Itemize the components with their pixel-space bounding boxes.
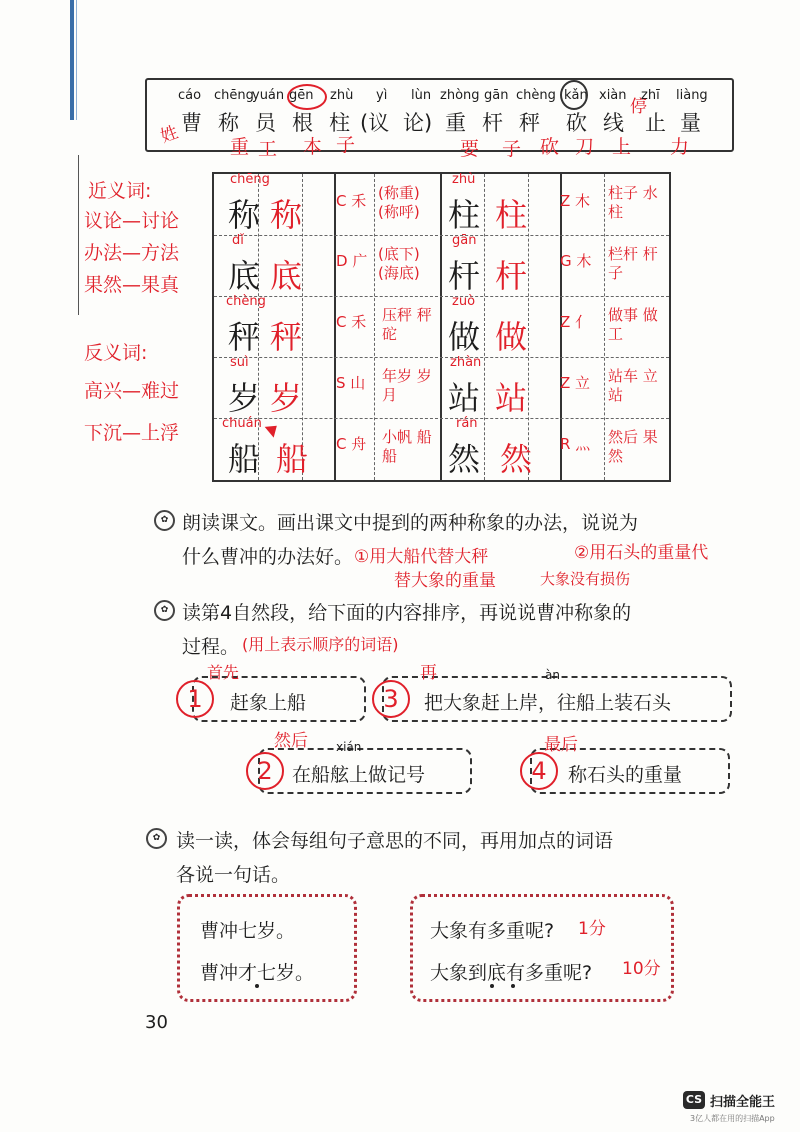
- q1-answer: 替大象的重量: [394, 571, 496, 591]
- grid-pinyin: chuán: [222, 416, 262, 431]
- grid-words: 然后 果然: [608, 428, 658, 465]
- vocab-char: 量: [680, 111, 701, 135]
- grid-copy: 称: [270, 196, 303, 234]
- grid-radical: Z 立: [560, 374, 591, 392]
- emphasis-dot: [490, 984, 494, 988]
- order-word: 再: [420, 663, 437, 683]
- vocab-char: 称: [218, 111, 239, 135]
- vocab-char: 员: [255, 111, 276, 135]
- q2-note: (用上表示顺序的词语): [242, 635, 399, 654]
- grid-pinyin: dǐ: [232, 233, 244, 248]
- grid-copy: 然: [500, 440, 533, 478]
- annotation: 要: [460, 138, 480, 160]
- vocab-char: 根: [292, 111, 313, 135]
- pinyin: kǎn: [564, 88, 588, 103]
- q1-answer: 大象没有损伤: [540, 570, 631, 588]
- q1-answer: ②用石头的重量代: [574, 543, 709, 563]
- order-text: 称石头的重量: [568, 764, 683, 786]
- vocab-char: 线: [603, 111, 624, 135]
- grid-pinyin: chēng: [230, 172, 270, 187]
- sentence-box: [177, 894, 357, 1002]
- grid-copy: 秤: [270, 318, 303, 356]
- emphasis-dot: [511, 984, 515, 988]
- grid-pinyin: zhù: [452, 172, 476, 187]
- grid-radical: Z 亻: [560, 313, 591, 331]
- vocab-char: 重: [445, 111, 466, 135]
- scanner-app-name: 扫描全能王: [710, 1095, 776, 1110]
- grid-words: 栏杆 杆子: [608, 245, 658, 282]
- grid-copy: 船: [276, 440, 309, 478]
- grid-copy: 杆: [495, 257, 528, 295]
- sentence: 大象到底有多重呢?: [430, 962, 593, 984]
- grid-radical: Z 木: [560, 192, 591, 210]
- pinyin: cáo: [178, 88, 202, 103]
- scanner-logo-icon: CS: [683, 1091, 705, 1109]
- grid-char: 岁: [228, 379, 261, 417]
- circle-mark: [560, 80, 588, 110]
- grid-copy: 岁: [270, 379, 303, 417]
- grid-char: 然: [448, 440, 481, 478]
- grid-words: 做事 做工: [608, 306, 658, 343]
- annotation: 子: [502, 138, 522, 160]
- grid-char: 杆: [448, 257, 481, 295]
- order-number: 1: [176, 680, 214, 718]
- sentence-box: [410, 894, 674, 1002]
- annotation: 砍: [540, 136, 560, 158]
- annotation: 刀: [575, 136, 595, 158]
- emphasis-dot: [255, 984, 259, 988]
- vocab-char: 论): [403, 111, 433, 135]
- q2-text: 读第4自然段，给下面的内容排序，再说说曹冲称象的: [182, 602, 632, 624]
- pinyin: zhòng: [440, 88, 480, 103]
- antonym: 下沉—上浮: [84, 422, 180, 444]
- order-word: 然后: [274, 731, 308, 751]
- grid-char: 秤: [228, 318, 261, 356]
- pinyin: zhù: [330, 88, 354, 103]
- q2-text: 过程。: [182, 636, 240, 658]
- q1-text: 朗读课文。画出课文中提到的两种称象的办法，说说为: [182, 512, 639, 534]
- order-number: 4: [520, 752, 558, 790]
- order-word: 最后: [544, 735, 578, 755]
- scanner-tagline: 3亿人都在用的扫描App: [690, 1114, 775, 1123]
- vocab-char: 止: [645, 111, 666, 135]
- sentence: 大象有多重呢?: [430, 920, 555, 942]
- grid-copy: 柱: [495, 196, 528, 234]
- grid-pinyin: gān: [452, 233, 477, 248]
- sentence: 曹冲七岁。: [200, 920, 296, 942]
- sentence: 曹冲才七岁。: [200, 962, 315, 984]
- synonym: 议论—讨论: [84, 210, 180, 232]
- vocab-char: 秤: [519, 111, 540, 135]
- grid-copy: 站: [495, 379, 528, 417]
- antonym-title: 反义词:: [84, 342, 148, 364]
- pinyin: yì: [376, 88, 388, 103]
- annotation: 姓: [157, 122, 181, 148]
- pinyin: zhī: [641, 88, 660, 103]
- annotation: 停: [630, 97, 647, 117]
- grid-pinyin: chèng: [226, 294, 266, 309]
- pinyin: lùn: [411, 88, 432, 103]
- order-text: 赶象上船: [230, 692, 307, 714]
- question-icon: ✿: [146, 828, 167, 849]
- annotation: 力: [670, 136, 690, 158]
- grid-copy: 做: [495, 318, 528, 356]
- grid-copy: 底: [270, 257, 303, 295]
- grid-char: 称: [228, 196, 261, 234]
- grid-char: 柱: [448, 196, 481, 234]
- synonym: 办法—方法: [84, 242, 180, 264]
- grid-words: 压秤 秤砣: [382, 306, 432, 343]
- order-number: 2: [246, 752, 284, 790]
- annotation: 子: [336, 134, 356, 156]
- vocab-char: 柱: [329, 111, 350, 135]
- grid-char: 做: [448, 318, 481, 356]
- vocab-char: 杆: [482, 111, 503, 135]
- grid-pinyin: zhàn: [450, 355, 482, 370]
- pinyin: xiàn: [599, 88, 627, 103]
- pinyin: chèng: [516, 88, 556, 103]
- grid-words: (底下)(海底): [378, 245, 420, 282]
- grid-radical: G 木: [560, 252, 592, 270]
- grid-radical: R 灬: [560, 435, 591, 453]
- question-icon: ✿: [154, 510, 175, 531]
- q1-answer: ①用大船代替大秤: [354, 547, 489, 567]
- grid-char: 底: [228, 257, 261, 295]
- grid-char: 站: [448, 379, 481, 417]
- annotation: 上: [612, 136, 632, 158]
- grid-radical: C 禾: [336, 192, 367, 210]
- score: 10分: [622, 959, 661, 979]
- pinyin: gēn: [289, 88, 314, 103]
- grid-radical: C 舟: [336, 435, 367, 453]
- antonym: 高兴—难过: [84, 380, 180, 402]
- annotation: 工: [258, 138, 278, 160]
- pinyin: yuán: [252, 88, 285, 103]
- q3-text: 读一读，体会每组句子意思的不同，再用加点的词语: [176, 830, 614, 852]
- binding-line-light: [76, 0, 77, 120]
- question-icon: ✿: [154, 600, 175, 621]
- q1-text: 什么曹冲的办法好。: [182, 546, 354, 568]
- grid-pinyin: zuò: [452, 294, 476, 309]
- annotation: 本: [303, 136, 323, 158]
- order-pinyin: xián: [336, 740, 362, 754]
- grid-radical: S 山: [336, 374, 366, 392]
- grid-pinyin: rán: [456, 416, 478, 431]
- vocab-char: (议: [360, 111, 390, 135]
- vocab-char: 曹: [181, 111, 202, 135]
- pinyin: chēng: [214, 88, 254, 103]
- pinyin: liàng: [676, 88, 708, 103]
- synonym: 果然—果真: [84, 274, 180, 296]
- grid-pinyin: suì: [230, 355, 249, 370]
- grid-char: 船: [228, 440, 261, 478]
- annotation: 重: [230, 136, 250, 158]
- order-pinyin: àn: [545, 668, 560, 682]
- grid-radical: C 禾: [336, 313, 367, 331]
- vocab-char: 砍: [566, 111, 587, 135]
- score: 1分: [578, 919, 606, 939]
- grid-words: 站车 立站: [608, 367, 658, 404]
- grid-words: (称重)(称呼): [378, 184, 420, 221]
- grid-words: 年岁 岁月: [382, 367, 432, 404]
- order-number: 3: [372, 680, 410, 718]
- grid-words: 柱子 水柱: [608, 184, 658, 221]
- binding-line: [70, 0, 74, 120]
- synonym-title: 近义词:: [88, 180, 152, 202]
- order-text: 在船舷上做记号: [292, 764, 426, 786]
- grid-words: 小帆 船船: [382, 428, 432, 465]
- margin-line: [78, 155, 79, 315]
- order-text: 把大象赶上岸，往船上装石头: [424, 692, 672, 714]
- grid-radical: D 广: [336, 252, 368, 270]
- order-word: 首先: [207, 663, 240, 682]
- page-number: 30: [145, 1012, 168, 1033]
- q3-text: 各说一句话。: [176, 864, 291, 886]
- pinyin: gān: [484, 88, 509, 103]
